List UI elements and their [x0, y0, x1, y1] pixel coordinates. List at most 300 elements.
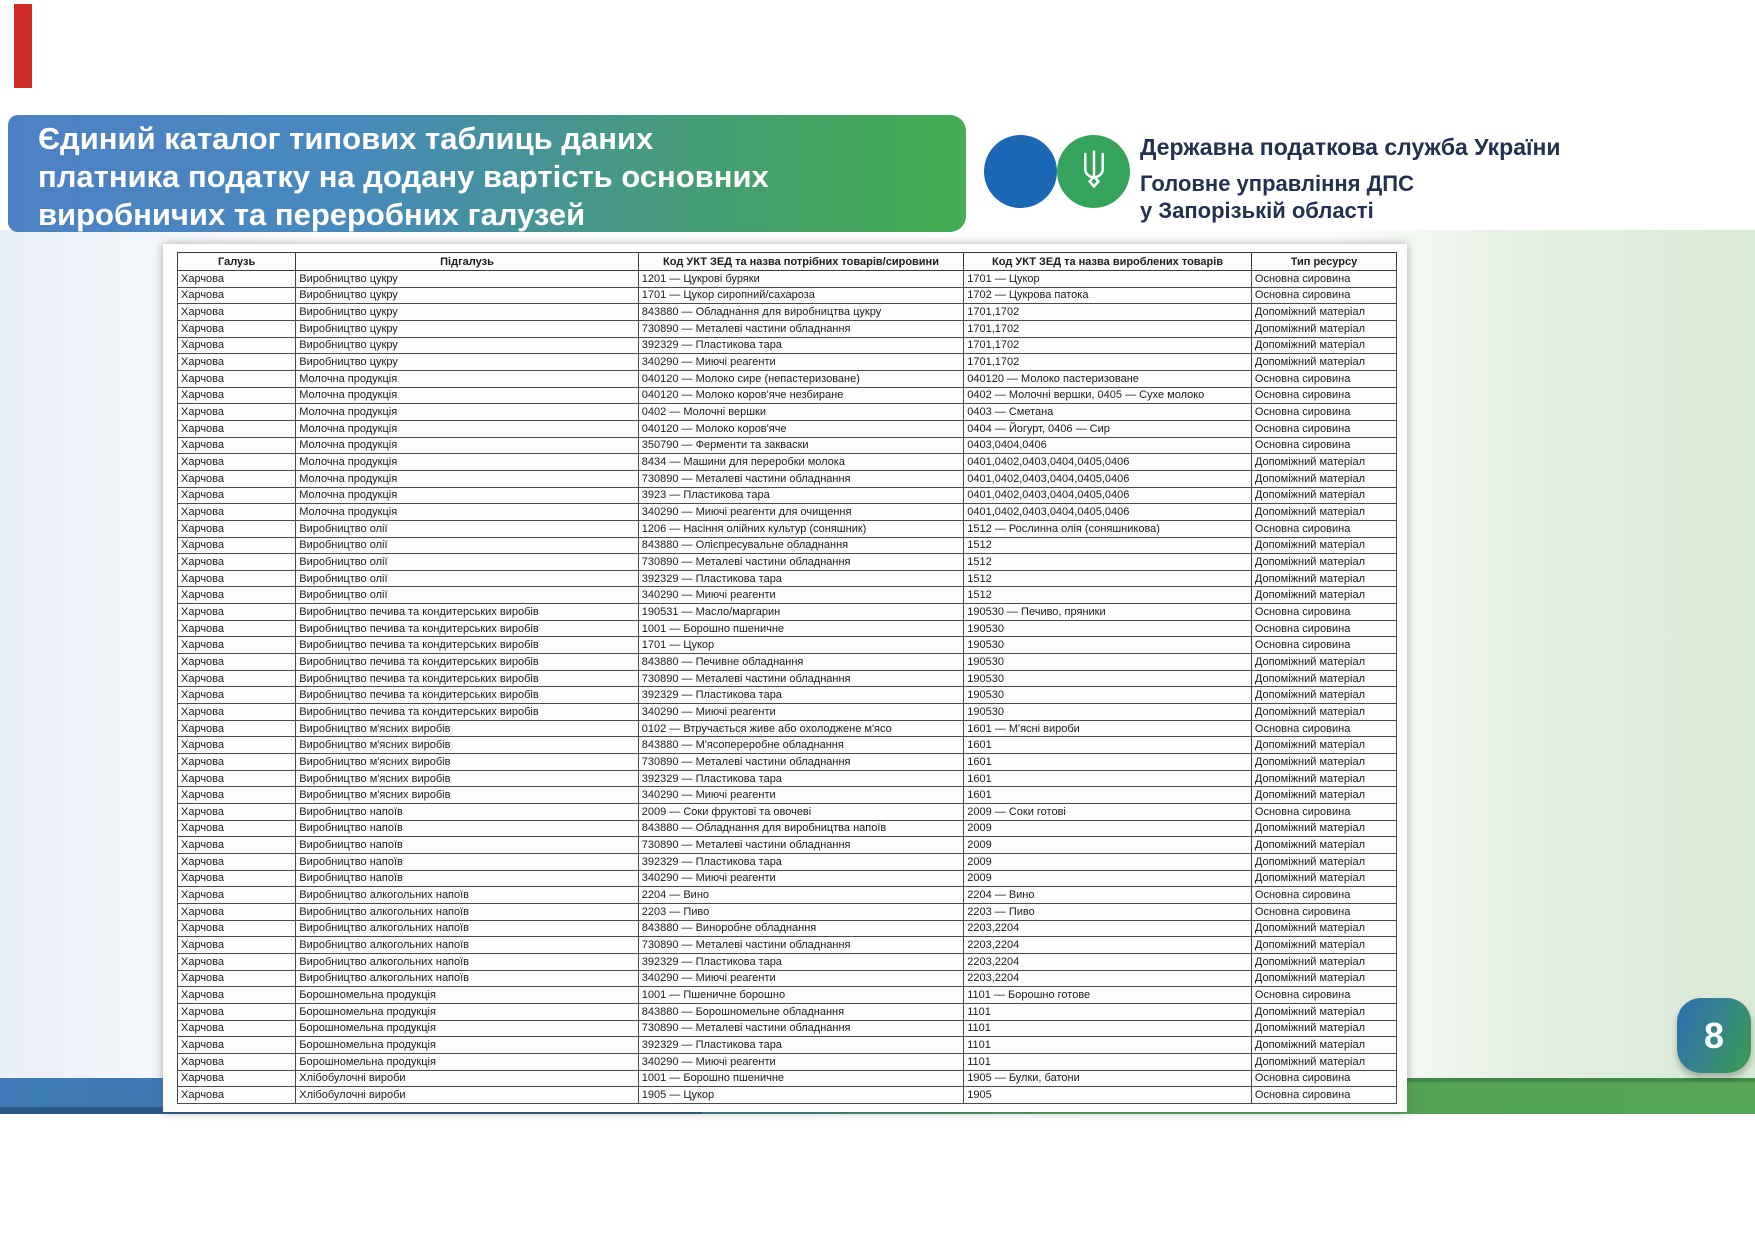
table-cell: Харчова — [178, 637, 296, 654]
table-cell: Харчова — [178, 1003, 296, 1020]
table-cell: 392329 — Пластикова тара — [638, 687, 963, 704]
table-cell: Харчова — [178, 987, 296, 1004]
table-row — [178, 520, 1397, 537]
table-cell: 340290 — Миючі реагенти — [638, 970, 963, 987]
table-cell: 1701,1702 — [964, 337, 1252, 354]
table-cell: 0404 — Йогурт, 0406 — Сир — [964, 420, 1252, 437]
title-line-1: Єдиний каталог типових таблиць даних — [38, 121, 654, 156]
table-row — [178, 870, 1397, 887]
table-cell: 392329 — Пластикова тара — [638, 770, 963, 787]
table-cell: 340290 — Миючі реагенти — [638, 587, 963, 604]
table-row — [178, 654, 1397, 671]
table-cell: Виробництво олії — [296, 537, 639, 554]
table-cell: Основна сировина — [1251, 604, 1396, 621]
scanned-table-paper — [163, 244, 1407, 1112]
table-cell: 0401,0402,0403,0404,0405,0406 — [964, 487, 1252, 504]
table-body — [178, 271, 1397, 1104]
table-cell: Харчова — [178, 737, 296, 754]
table-header-row — [178, 253, 1397, 271]
table-cell: Харчова — [178, 271, 296, 288]
table-cell: Харчова — [178, 604, 296, 621]
table-cell: 1701,1702 — [964, 354, 1252, 371]
table-cell: 392329 — Пластикова тара — [638, 1037, 963, 1054]
table-cell: Харчова — [178, 887, 296, 904]
table-cell: Основна сировина — [1251, 987, 1396, 1004]
table-cell: Основна сировина — [1251, 620, 1396, 637]
table-cell: 1101 — [964, 1053, 1252, 1070]
table-cell: 1206 — Насіння олійних культур (соняшник) — [638, 520, 963, 537]
table-cell: 040120 — Молоко коров'яче незбиране — [638, 387, 963, 404]
table-row — [178, 1070, 1397, 1087]
table-row — [178, 704, 1397, 721]
col-header-resource-type: Тип ресурсу — [1251, 253, 1396, 271]
table-cell: Харчова — [178, 837, 296, 854]
table-cell: 843880 — Печивне обладнання — [638, 654, 963, 671]
table-cell: Допоміжний матеріал — [1251, 470, 1396, 487]
table-cell: 1101 — [964, 1003, 1252, 1020]
table-row — [178, 804, 1397, 821]
table-cell: Харчова — [178, 304, 296, 321]
table-cell: 340290 — Миючі реагенти — [638, 787, 963, 804]
table-row — [178, 354, 1397, 371]
table-cell: 2009 — [964, 820, 1252, 837]
table-cell: Виробництво цукру — [296, 354, 639, 371]
col-header-needed-goods: Код УКТ ЗЕД та назва потрібних товарів/сировини — [638, 253, 963, 271]
table-cell: Виробництво м'ясних виробів — [296, 787, 639, 804]
table-cell: 1601 — [964, 754, 1252, 771]
table-cell: 843880 — Обладнання для виробництва цукру — [638, 304, 963, 321]
table-cell: Основна сировина — [1251, 637, 1396, 654]
table-cell: 190530 — [964, 654, 1252, 671]
page-number: 8 — [1703, 1014, 1725, 1056]
table-cell: Хлібобулочні вироби — [296, 1087, 639, 1104]
table-cell: Допоміжний матеріал — [1251, 320, 1396, 337]
table-cell: Виробництво алкогольних напоїв — [296, 903, 639, 920]
table-row — [178, 504, 1397, 521]
table-cell: 392329 — Пластикова тара — [638, 953, 963, 970]
table-row — [178, 370, 1397, 387]
table-cell: Виробництво м'ясних виробів — [296, 720, 639, 737]
table-cell: Основна сировина — [1251, 387, 1396, 404]
table-cell: 1512 — [964, 537, 1252, 554]
table-cell: Основна сировина — [1251, 1070, 1396, 1087]
table-cell: Виробництво м'ясних виробів — [296, 770, 639, 787]
title-line-2: платника податку на додану вартість основних — [38, 159, 769, 194]
table-cell: Основна сировина — [1251, 271, 1396, 288]
table-cell: Допоміжний матеріал — [1251, 354, 1396, 371]
table-cell: Харчова — [178, 620, 296, 637]
table-cell: Харчова — [178, 754, 296, 771]
table-cell: 1701 — Цукор сиропний/сахароза — [638, 287, 963, 304]
table-cell: Допоміжний матеріал — [1251, 1020, 1396, 1037]
table-cell: Виробництво напоїв — [296, 837, 639, 854]
table-cell: 2009 — [964, 837, 1252, 854]
logo-green-circle — [1057, 135, 1130, 208]
table-cell: Харчова — [178, 354, 296, 371]
table-cell: Допоміжний матеріал — [1251, 853, 1396, 870]
table-cell: Допоміжний матеріал — [1251, 870, 1396, 887]
table-cell: Харчова — [178, 404, 296, 421]
table-cell: 040120 — Молоко сире (непастеризоване) — [638, 370, 963, 387]
table-cell: Харчова — [178, 903, 296, 920]
table-cell: 040120 — Молоко пастеризоване — [964, 370, 1252, 387]
table-cell: 730890 — Металеві частини обладнання — [638, 670, 963, 687]
table-cell: Виробництво печива та кондитерських виробів — [296, 704, 639, 721]
table-cell: Допоміжний матеріал — [1251, 737, 1396, 754]
table-cell: Допоміжний матеріал — [1251, 937, 1396, 954]
table-cell: 730890 — Металеві частини обладнання — [638, 937, 963, 954]
table-cell: 0403,0404,0406 — [964, 437, 1252, 454]
table-cell: 190530 — [964, 704, 1252, 721]
table-cell: Харчова — [178, 554, 296, 571]
table-cell: Борошномельна продукція — [296, 1037, 639, 1054]
table-cell: 1905 — [964, 1087, 1252, 1104]
table-cell: Харчова — [178, 437, 296, 454]
table-row — [178, 953, 1397, 970]
table-row — [178, 554, 1397, 571]
table-cell: Борошномельна продукція — [296, 1003, 639, 1020]
table-row — [178, 620, 1397, 637]
table-cell: Виробництво цукру — [296, 320, 639, 337]
table-cell: Харчова — [178, 337, 296, 354]
table-cell: 0402 — Молочні вершки — [638, 404, 963, 421]
table-cell: Виробництво олії — [296, 570, 639, 587]
table-cell: 340290 — Миючі реагенти — [638, 1053, 963, 1070]
table-cell: Харчова — [178, 487, 296, 504]
table-cell: 2009 — [964, 853, 1252, 870]
table-cell: Харчова — [178, 1037, 296, 1054]
table-cell: 190530 — [964, 620, 1252, 637]
table-cell: 1701 — Цукор — [964, 271, 1252, 288]
table-cell: Харчова — [178, 687, 296, 704]
col-header-galuz: Галузь — [178, 253, 296, 271]
table-cell: Виробництво алкогольних напоїв — [296, 970, 639, 987]
table-cell: Борошномельна продукція — [296, 987, 639, 1004]
table-cell: Молочна продукція — [296, 487, 639, 504]
table-cell: Молочна продукція — [296, 387, 639, 404]
table-row — [178, 1020, 1397, 1037]
table-row — [178, 987, 1397, 1004]
table-cell: 2203 — Пиво — [638, 903, 963, 920]
table-cell: Основна сировина — [1251, 437, 1396, 454]
table-cell: 190530 — [964, 637, 1252, 654]
table-cell: 392329 — Пластикова тара — [638, 570, 963, 587]
table-cell: 340290 — Миючі реагенти — [638, 870, 963, 887]
table-cell: 8434 — Машини для переробки молока — [638, 454, 963, 471]
org-line-3: у Запорізькій області — [1140, 198, 1374, 223]
table-cell: 2009 — Соки фруктові та овочеві — [638, 804, 963, 821]
table-row — [178, 587, 1397, 604]
table-cell: Харчова — [178, 654, 296, 671]
table-cell: 190530 — [964, 670, 1252, 687]
table-cell: Харчова — [178, 587, 296, 604]
table-cell: Харчова — [178, 504, 296, 521]
table-cell: 1601 — [964, 787, 1252, 804]
table-cell: Виробництво алкогольних напоїв — [296, 937, 639, 954]
table-cell: 1601 — [964, 737, 1252, 754]
table-cell: Виробництво олії — [296, 554, 639, 571]
table-cell: Допоміжний матеріал — [1251, 787, 1396, 804]
table-cell: 1701 — Цукор — [638, 637, 963, 654]
table-cell: Харчова — [178, 804, 296, 821]
table-row — [178, 720, 1397, 737]
red-marker-bar — [14, 4, 32, 88]
table-cell: Молочна продукція — [296, 470, 639, 487]
table-cell: Виробництво алкогольних напоїв — [296, 953, 639, 970]
table-cell: 843880 — Борошномельне обладнання — [638, 1003, 963, 1020]
table-cell: 1512 — [964, 570, 1252, 587]
table-row — [178, 903, 1397, 920]
table-cell: 1905 — Булки, батони — [964, 1070, 1252, 1087]
table-cell: Допоміжний матеріал — [1251, 670, 1396, 687]
table-cell: Виробництво цукру — [296, 287, 639, 304]
table-cell: Допоміжний матеріал — [1251, 454, 1396, 471]
table-cell: 392329 — Пластикова тара — [638, 337, 963, 354]
table-row — [178, 1087, 1397, 1104]
table-cell: 190530 — [964, 687, 1252, 704]
table-cell: Харчова — [178, 787, 296, 804]
table-cell: Виробництво печива та кондитерських виробів — [296, 604, 639, 621]
table-cell: Борошномельна продукція — [296, 1020, 639, 1037]
table-cell: Харчова — [178, 1053, 296, 1070]
table-cell: Борошномельна продукція — [296, 1053, 639, 1070]
table-cell: Допоміжний матеріал — [1251, 754, 1396, 771]
table-cell: Допоміжний матеріал — [1251, 587, 1396, 604]
table-cell: 1601 — [964, 770, 1252, 787]
table-cell: Виробництво печива та кондитерських виробів — [296, 637, 639, 654]
table-cell: Виробництво печива та кондитерських виробів — [296, 654, 639, 671]
table-cell: Харчова — [178, 320, 296, 337]
table-cell: 730890 — Металеві частини обладнання — [638, 320, 963, 337]
table-row — [178, 1053, 1397, 1070]
table-row — [178, 737, 1397, 754]
table-cell: 392329 — Пластикова тара — [638, 853, 963, 870]
table-cell: Допоміжний матеріал — [1251, 654, 1396, 671]
table-cell: 0401,0402,0403,0404,0405,0406 — [964, 470, 1252, 487]
table-cell: Харчова — [178, 720, 296, 737]
table-cell: Харчова — [178, 520, 296, 537]
table-row — [178, 637, 1397, 654]
table-cell: 1701,1702 — [964, 320, 1252, 337]
table-cell: Допоміжний матеріал — [1251, 487, 1396, 504]
table-cell: Допоміжний матеріал — [1251, 837, 1396, 854]
table-cell: 350790 — Ферменти та закваски — [638, 437, 963, 454]
catalog-table — [177, 252, 1397, 1104]
table-cell: Виробництво олії — [296, 520, 639, 537]
table-cell: Виробництво напоїв — [296, 820, 639, 837]
table-cell: 2009 — Соки готові — [964, 804, 1252, 821]
table-cell: 2204 — Вино — [964, 887, 1252, 904]
table-row — [178, 337, 1397, 354]
table-cell: Виробництво печива та кондитерських виробів — [296, 670, 639, 687]
table-cell: Виробництво напоїв — [296, 853, 639, 870]
table-row — [178, 404, 1397, 421]
table-cell: 843880 — Олієпресувальне обладнання — [638, 537, 963, 554]
table-cell: Харчова — [178, 920, 296, 937]
col-header-produced-goods: Код УКТ ЗЕД та назва вироблених товарів — [964, 253, 1252, 271]
table-cell: Молочна продукція — [296, 454, 639, 471]
table-cell: 730890 — Металеві частини обладнання — [638, 754, 963, 771]
table-cell: Допоміжний матеріал — [1251, 687, 1396, 704]
table-cell: Харчова — [178, 853, 296, 870]
org-line-2: Головне управління ДПС — [1140, 171, 1414, 196]
table-cell: 1001 — Борошно пшеничне — [638, 1070, 963, 1087]
logo-blue-circle — [984, 135, 1057, 208]
table-cell: Виробництво напоїв — [296, 804, 639, 821]
table-row — [178, 320, 1397, 337]
table-cell: Основна сировина — [1251, 370, 1396, 387]
table-row — [178, 754, 1397, 771]
table-cell: 843880 — М'ясопереробне обладнання — [638, 737, 963, 754]
table-cell: 190531 — Масло/маргарин — [638, 604, 963, 621]
table-cell: Допоміжний матеріал — [1251, 304, 1396, 321]
table-cell: Виробництво печива та кондитерських виробів — [296, 687, 639, 704]
table-cell: Виробництво м'ясних виробів — [296, 737, 639, 754]
table-cell: Основна сировина — [1251, 903, 1396, 920]
table-row — [178, 470, 1397, 487]
table-cell: 843880 — Виноробне обладнання — [638, 920, 963, 937]
table-cell: Харчова — [178, 670, 296, 687]
table-cell: 1701,1702 — [964, 304, 1252, 321]
table-cell: Харчова — [178, 454, 296, 471]
table-cell: Харчова — [178, 953, 296, 970]
table-cell: 1201 — Цукрові буряки — [638, 271, 963, 288]
trident-icon — [1079, 149, 1109, 194]
table-cell: Основна сировина — [1251, 804, 1396, 821]
table-cell: Харчова — [178, 704, 296, 721]
table-cell: Харчова — [178, 387, 296, 404]
table-row — [178, 604, 1397, 621]
table-cell: Харчова — [178, 570, 296, 587]
table-cell: Допоміжний матеріал — [1251, 970, 1396, 987]
table-cell: 340290 — Миючі реагенти — [638, 354, 963, 371]
table-row — [178, 454, 1397, 471]
table-row — [178, 387, 1397, 404]
table-cell: 2203,2204 — [964, 920, 1252, 937]
table-cell: 040120 — Молоко коров'яче — [638, 420, 963, 437]
table-cell: 2203,2204 — [964, 953, 1252, 970]
table-cell: Молочна продукція — [296, 370, 639, 387]
table-cell: Допоміжний матеріал — [1251, 704, 1396, 721]
table-row — [178, 1037, 1397, 1054]
table-cell: Допоміжний матеріал — [1251, 953, 1396, 970]
table-cell: 730890 — Металеві частини обладнання — [638, 1020, 963, 1037]
table-cell: Допоміжний матеріал — [1251, 820, 1396, 837]
table-cell: Харчова — [178, 1087, 296, 1104]
table-cell: Харчова — [178, 937, 296, 954]
table-row — [178, 287, 1397, 304]
table-cell: Харчова — [178, 287, 296, 304]
table-cell: Виробництво цукру — [296, 271, 639, 288]
table-cell: Допоміжний матеріал — [1251, 337, 1396, 354]
table-cell: Харчова — [178, 970, 296, 987]
table-row — [178, 970, 1397, 987]
table-cell: 2204 — Вино — [638, 887, 963, 904]
table-cell: 1001 — Пшеничне борошно — [638, 987, 963, 1004]
slide-title-banner — [8, 115, 966, 232]
table-cell: 1601 — М'ясні вироби — [964, 720, 1252, 737]
table-cell: Харчова — [178, 1020, 296, 1037]
table-cell: Основна сировина — [1251, 887, 1396, 904]
table-cell: 0403 — Сметана — [964, 404, 1252, 421]
table-row — [178, 887, 1397, 904]
table-row — [178, 487, 1397, 504]
table-cell: Виробництво напоїв — [296, 870, 639, 887]
table-cell: 2009 — [964, 870, 1252, 887]
table-cell: Харчова — [178, 420, 296, 437]
table-cell: Харчова — [178, 537, 296, 554]
table-row — [178, 1003, 1397, 1020]
table-cell: Основна сировина — [1251, 1087, 1396, 1104]
page-number-badge — [1677, 998, 1751, 1073]
table-cell: Харчова — [178, 770, 296, 787]
table-cell: 730890 — Металеві частини обладнання — [638, 837, 963, 854]
table-row — [178, 920, 1397, 937]
table-cell: Допоміжний матеріал — [1251, 1003, 1396, 1020]
table-cell: 1512 — [964, 587, 1252, 604]
table-cell: Харчова — [178, 870, 296, 887]
table-row — [178, 420, 1397, 437]
table-cell: 0401,0402,0403,0404,0405,0406 — [964, 504, 1252, 521]
table-row — [178, 670, 1397, 687]
table-row — [178, 570, 1397, 587]
table-cell: 340290 — Миючі реагенти — [638, 704, 963, 721]
table-cell: Допоміжний матеріал — [1251, 770, 1396, 787]
table-cell: 190530 — Печиво, пряники — [964, 604, 1252, 621]
table-cell: 730890 — Металеві частини обладнання — [638, 470, 963, 487]
table-cell: 2203,2204 — [964, 970, 1252, 987]
table-cell: Молочна продукція — [296, 437, 639, 454]
table-row — [178, 820, 1397, 837]
table-cell: 1101 — [964, 1037, 1252, 1054]
table-cell: 1905 — Цукор — [638, 1087, 963, 1104]
table-cell: Харчова — [178, 470, 296, 487]
org-name-block — [1140, 133, 1561, 224]
table-row — [178, 837, 1397, 854]
title-line-3: виробничих та переробних галузей — [38, 197, 586, 232]
table-cell: 0402 — Молочні вершки, 0405 — Сухе молоко — [964, 387, 1252, 404]
table-row — [178, 770, 1397, 787]
table-cell: Виробництво цукру — [296, 304, 639, 321]
table-cell: Молочна продукція — [296, 420, 639, 437]
table-cell: Харчова — [178, 370, 296, 387]
table-cell: 1512 — Рослинна олія (соняшникова) — [964, 520, 1252, 537]
table-row — [178, 853, 1397, 870]
table-cell: Виробництво алкогольних напоїв — [296, 887, 639, 904]
col-header-pidgaluz: Підгалузь — [296, 253, 639, 271]
table-cell: 1001 — Борошно пшеничне — [638, 620, 963, 637]
table-cell: Основна сировина — [1251, 420, 1396, 437]
table-cell: Основна сировина — [1251, 520, 1396, 537]
table-cell: Виробництво м'ясних виробів — [296, 754, 639, 771]
table-cell: Молочна продукція — [296, 504, 639, 521]
table-cell: 730890 — Металеві частини обладнання — [638, 554, 963, 571]
table-cell: 1101 — Борошно готове — [964, 987, 1252, 1004]
table-cell: Допоміжний матеріал — [1251, 570, 1396, 587]
table-row — [178, 687, 1397, 704]
org-line-1: Державна податкова служба України — [1140, 134, 1561, 160]
table-cell: 0102 — Втручається живе або охолоджене м'ясо — [638, 720, 963, 737]
table-cell: Допоміжний матеріал — [1251, 504, 1396, 521]
table-cell: 1512 — [964, 554, 1252, 571]
table-cell: 1702 — Цукрова патока — [964, 287, 1252, 304]
table-cell: Допоміжний матеріал — [1251, 1053, 1396, 1070]
table-cell: 0401,0402,0403,0404,0405,0406 — [964, 454, 1252, 471]
table-row — [178, 304, 1397, 321]
table-cell: Допоміжний матеріал — [1251, 537, 1396, 554]
table-cell: Виробництво алкогольних напоїв — [296, 920, 639, 937]
table-row — [178, 787, 1397, 804]
